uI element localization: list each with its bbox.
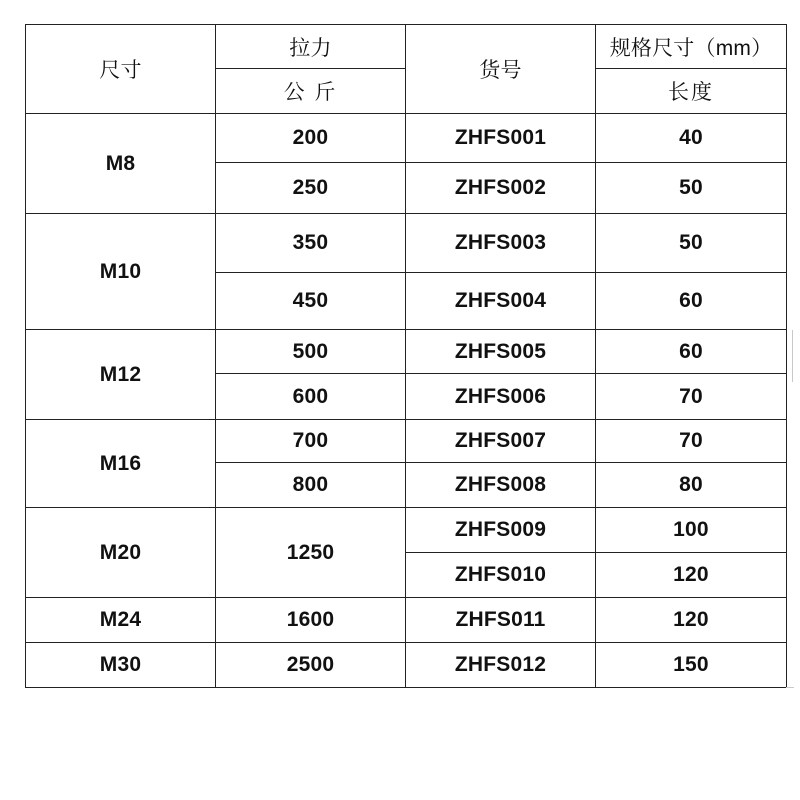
length-cell: 40: [596, 114, 787, 163]
item-number-cell: ZHFS010: [406, 553, 596, 598]
length-header: 长度: [596, 69, 787, 114]
tension-cell: 350: [216, 214, 406, 273]
edge-artifact-line: [792, 330, 793, 382]
item-number-cell: ZHFS004: [406, 273, 596, 330]
size-cell: M24: [26, 598, 216, 643]
length-cell: 50: [596, 214, 787, 273]
length-cell: 150: [596, 643, 787, 688]
item-number-cell: ZHFS011: [406, 598, 596, 643]
table-row: [26, 598, 787, 643]
tension-cell: 700: [216, 420, 406, 463]
spec-header: 规格尺寸（mm）: [596, 25, 787, 69]
size-header: 尺寸: [26, 25, 216, 114]
size-cell: M10: [26, 214, 216, 330]
length-cell: 60: [596, 273, 787, 330]
table-row: [26, 330, 787, 374]
size-cell: M20: [26, 508, 216, 598]
item-number-cell: ZHFS007: [406, 420, 596, 463]
table-row: [26, 214, 787, 273]
size-cell: M12: [26, 330, 216, 420]
header-row: [26, 25, 787, 69]
length-cell: 70: [596, 374, 787, 420]
length-cell: 60: [596, 330, 787, 374]
tension-cell: 1600: [216, 598, 406, 643]
size-cell: M8: [26, 114, 216, 214]
item-number-cell: ZHFS001: [406, 114, 596, 163]
item-number-cell: ZHFS012: [406, 643, 596, 688]
item-number-cell: ZHFS006: [406, 374, 596, 420]
table-row: [26, 643, 787, 688]
tension-cell: 250: [216, 163, 406, 214]
item-number-cell: ZHFS008: [406, 463, 596, 508]
length-cell: 100: [596, 508, 787, 553]
spec-table: [25, 24, 787, 688]
edge-artifact-line: [786, 687, 794, 688]
tension-header: 拉力: [216, 25, 406, 69]
tension-cell: 500: [216, 330, 406, 374]
table-row: [26, 420, 787, 463]
tension-cell: 450: [216, 273, 406, 330]
size-cell: M30: [26, 643, 216, 688]
tension-cell: 800: [216, 463, 406, 508]
length-cell: 50: [596, 163, 787, 214]
size-cell: M16: [26, 420, 216, 508]
tension-cell: 1250: [216, 508, 406, 598]
table-row: [26, 508, 787, 553]
length-cell: 70: [596, 420, 787, 463]
tension-cell: 600: [216, 374, 406, 420]
length-cell: 120: [596, 598, 787, 643]
length-cell: 120: [596, 553, 787, 598]
item-number-header: 货号: [406, 25, 596, 114]
length-cell: 80: [596, 463, 787, 508]
tension-cell: 200: [216, 114, 406, 163]
item-number-cell: ZHFS003: [406, 214, 596, 273]
item-number-cell: ZHFS005: [406, 330, 596, 374]
item-number-cell: ZHFS009: [406, 508, 596, 553]
tension-unit-header: 公 斤: [216, 69, 406, 114]
table-row: [26, 114, 787, 163]
tension-cell: 2500: [216, 643, 406, 688]
item-number-cell: ZHFS002: [406, 163, 596, 214]
